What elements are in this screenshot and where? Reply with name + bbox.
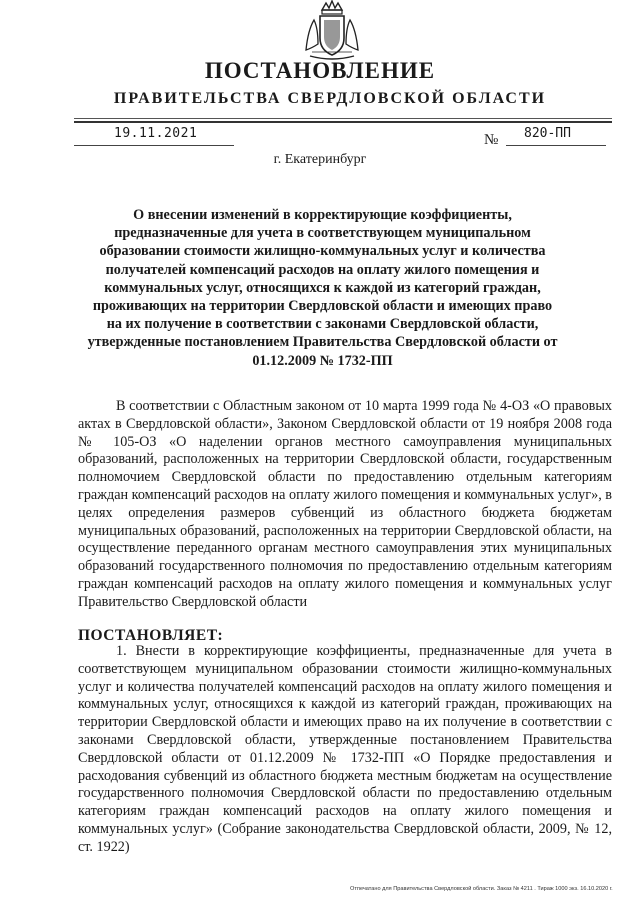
number-sign: № <box>484 132 499 148</box>
decree-keyword: ПОСТАНОВЛЯЕТ: <box>78 627 224 644</box>
document-city: г. Екатеринбург <box>273 152 367 167</box>
document-heading: О внесении изменений в корректирующие коэффициенты, предназначенные для учета в соответствующем муниципальном образовании стоимости жилищно-коммунальных услуг и количества получателей компенсаций расходов на оплату жилого помещения и коммунальных услуг, относящихся к каждой из категорий граждан, проживающих на территории Свердловской области и имеющих право на их получение в соответствии с законами Свердловской области, утвержденные постановлением Правительства Свердловской области от 01.12.2009 № 1732-ПП <box>87 207 558 369</box>
preamble-paragraph: В соответствии с Областным законом от 10 марта 1999 года № 4-ОЗ «О правовых актах в Свердловской области», Законом Свердловской области от 19 ноября 2008 года № 105-ОЗ «О наделении органов местного самоуправления муниципальных образований, расположенных на территории Свердловской области, государственным полномочием Свердловской области по предоставлению отдельным категориям граждан компенсаций расходов на оплату жилого помещения и коммунальных услуг», в целях определения размеров субвенций из областного бюджета бюджетам муниципальных образований, расположенных на территории Свердловской области, на осуществление переданного органам местного самоуправления этих муниципальных образований государственного полномочия по предоставлению отдельным категориям граждан компенсаций расходов на оплату жилого помещения и коммунальных услуг Правительство Свердловской области <box>78 398 612 610</box>
date-underline <box>74 145 234 146</box>
number-underline <box>506 145 606 146</box>
issuing-authority: ПРАВИТЕЛЬСТВА СВЕРДЛОВСКОЙ ОБЛАСТИ <box>113 90 547 107</box>
header-rule-thin <box>74 118 612 119</box>
header-rule-thick <box>74 121 612 123</box>
coat-of-arms-emblem <box>302 0 362 62</box>
document-date: 19.11.2021 <box>114 126 198 141</box>
document-title: ПОСТАНОВЛЕНИЕ <box>204 58 436 83</box>
print-note: Отпечатано для Правительства Свердловской области. Заказ № 4211 . Тираж 1000 экз. 16.10.2020 г. <box>350 886 613 892</box>
clause-1-paragraph: 1. Внести в корректирующие коэффициенты, предназначенные для учета в соответствующем муниципальном образовании стоимости жилищно-коммунальных услуг и количества получателей компенсаций расходов на оплату жилого помещения и коммунальных услуг, относящихся к каждой из категорий граждан, проживающих на территории Свердловской области и имеющих право на их получение в соответствии с законами Свердловской области, утвержденные постановлением Правительства Свердловской области от 01.12.2009 № 1732-ПП «О Порядке предоставления и расходования субвенций из областного бюджета местным бюджетам на осуществление государственного полномочия Свердловской области по предоставлению отдельным категориям граждан компенсаций расходов на оплату жилого помещения и коммунальных услуг» (Собрание законодательства Свердловской области, 2009, № 12, ст. 1922) <box>78 643 612 855</box>
document-number: 820-ПП <box>524 126 571 141</box>
